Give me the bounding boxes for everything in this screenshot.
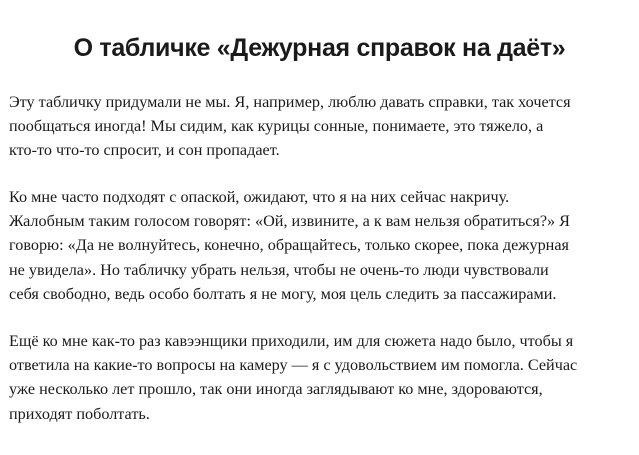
paragraph-line: ответила на какие-то вопросы на камеру — я с удовольствием им помогла. Сейчас [9,356,578,375]
paragraph-2 [9,185,570,306]
paragraph-line: Жалобным таким голосом говорят: «Ой, извините, а к вам нельзя обратиться?» Я [9,212,570,231]
paragraph-line: Ко мне часто подходят с опаской, ожидают, что я на них сейчас накричу. [9,188,510,206]
paragraph-line: уже несколько лет прошло, так они иногда заглядывают ко мне, здороваются, [9,380,543,399]
article-title: О табличке «Дежурная справок на даёт» [73,34,566,62]
paragraph-line: приходят поболтать. [9,404,150,423]
paragraph-line: себя свободно, ведь особо болтать я не могу, моя цель следить за пассажирами. [9,284,557,303]
paragraph-line: Эту табличку придумали не мы. Я, например, люблю давать справки, так хочется [9,93,571,111]
paragraph-line: говорю: «Да не волнуйтесь, конечно, обращайтесь, только скорее, пока дежурная [9,236,569,255]
paragraph-line: пообщаться иногда! Мы сидим, как курицы сонные, понимаете, это тяжело, а [9,117,544,136]
paragraph-line: не увидела». Но табличку убрать нельзя, чтобы не очень-то люди чувствовали [9,260,549,279]
paragraph-line: Ещё ко мне как-то раз кавээнщики приходили, им для сюжета надо было, чтобы я [9,332,574,350]
paragraph-1 [9,90,571,163]
paragraph-line: кто-то что-то спросит, и сон пропадает. [9,141,280,160]
paragraph-3 [9,329,577,426]
